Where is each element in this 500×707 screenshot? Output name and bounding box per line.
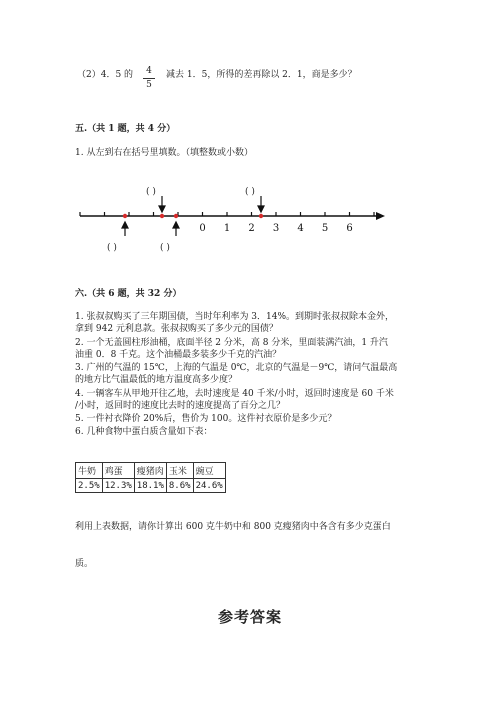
q2-fraction	[143, 66, 155, 91]
number-line-label: 0	[199, 223, 206, 234]
section6-heading: 六.（共 6 题，共 32 分）	[75, 289, 182, 299]
number-line-label: 5	[321, 223, 329, 234]
table-cell: 8.6%	[166, 479, 193, 493]
down-arrow-2-head	[258, 206, 264, 212]
answer-bracket-top-2[interactable]: ( )	[245, 187, 255, 197]
section5-question: 1. 从左到右在括号里填数。（填整数或小数）	[75, 148, 253, 158]
section6-line-4: 油重 0．8 千克。这个油桶最多装多少千克的汽油？	[75, 350, 282, 360]
q2-fraction-numerator: 4	[146, 66, 152, 76]
answer-bracket-bottom-2[interactable]: ( )	[160, 243, 170, 253]
number-line	[70, 180, 390, 260]
section6-line-5: 3. 广州的气温的 15℃，上海的气温是 0℃，北京的气温是－9℃，请问气温最高	[75, 363, 398, 373]
table-cell: 24.6%	[193, 479, 225, 493]
number-line-label: 3	[272, 223, 280, 234]
section6-line-7: 4. 一辆客车从甲地开往乙地，去时速度是 40 千米/小时，返回时速度是 60 千米	[75, 389, 394, 399]
number-line-label: 2	[248, 223, 255, 234]
q2-prefix: （2）4．5 的	[77, 70, 134, 80]
table-row	[76, 479, 226, 493]
answer-bracket-bottom-1[interactable]: ( )	[107, 243, 117, 253]
section6-line-1: 1. 张叔叔购买了三年期国债，当时年利率为 3．14%。到期时张叔叔除本金外，	[75, 312, 395, 322]
table-header-row	[76, 463, 226, 479]
section6-after-line-2: 质。	[75, 559, 94, 569]
q2-suffix: 减去 1．5，所得的差再除以 2．1，商是多少？	[166, 70, 357, 80]
table-cell: 2.5%	[76, 479, 103, 493]
marked-point-3	[174, 214, 178, 218]
table-header-cell: 瘦猪肉	[134, 463, 166, 479]
answer-bracket-top-1[interactable]: ( )	[146, 187, 156, 197]
section6-after-line-1: 利用上表数据，请你计算出 600 克牛奶中和 800 克瘦猪肉中各含有多少克蛋白	[75, 522, 391, 532]
section6-line-9: 5. 一件衬衣降价 20%后，售价为 100。这件衬衣原价是多少元？	[75, 414, 337, 424]
number-line-arrowhead	[376, 212, 385, 220]
section6-line-3: 2. 一个无盖圆柱形油桶，底面半径 2 分米，高 8 分米，里面装满汽油，1 升汽	[75, 338, 388, 348]
table-header-cell: 玉米	[166, 463, 193, 479]
section6-line-6: 的地方比气温最低的地方温度高多少度？	[75, 375, 238, 385]
section6-line-10: 6. 几种食物中蛋白质含量如下表：	[75, 427, 213, 437]
section6-line-8: /小时，返回时的速度比去时的速度提高了百分之几？	[75, 401, 286, 411]
protein-table	[75, 462, 226, 493]
section5-heading: 五.（共 1 题，共 4 分）	[75, 124, 176, 134]
table-cell: 18.1%	[134, 479, 166, 493]
answer-title: 参考答案	[217, 608, 282, 626]
table-header-cell: 豌豆	[193, 463, 225, 479]
marked-point-2	[160, 214, 164, 218]
table-header-cell: 牛奶	[76, 463, 103, 479]
up-arrow-1-head	[122, 222, 128, 228]
q2-fraction-denominator: 5	[146, 80, 152, 90]
up-arrow-2-head	[173, 222, 179, 228]
number-line-label: 4	[297, 223, 304, 234]
down-arrow-1-head	[159, 206, 165, 212]
marked-point-4	[259, 214, 263, 218]
number-line-label: 6	[346, 223, 353, 234]
table-header-cell: 鸡蛋	[102, 463, 134, 479]
number-line-label: 1	[223, 223, 231, 234]
section6-line-2: 拿到 942 元利息款。张叔叔购买了多少元的国债？	[75, 324, 278, 334]
table-cell: 12.3%	[102, 479, 134, 493]
marked-point-1	[123, 214, 127, 218]
